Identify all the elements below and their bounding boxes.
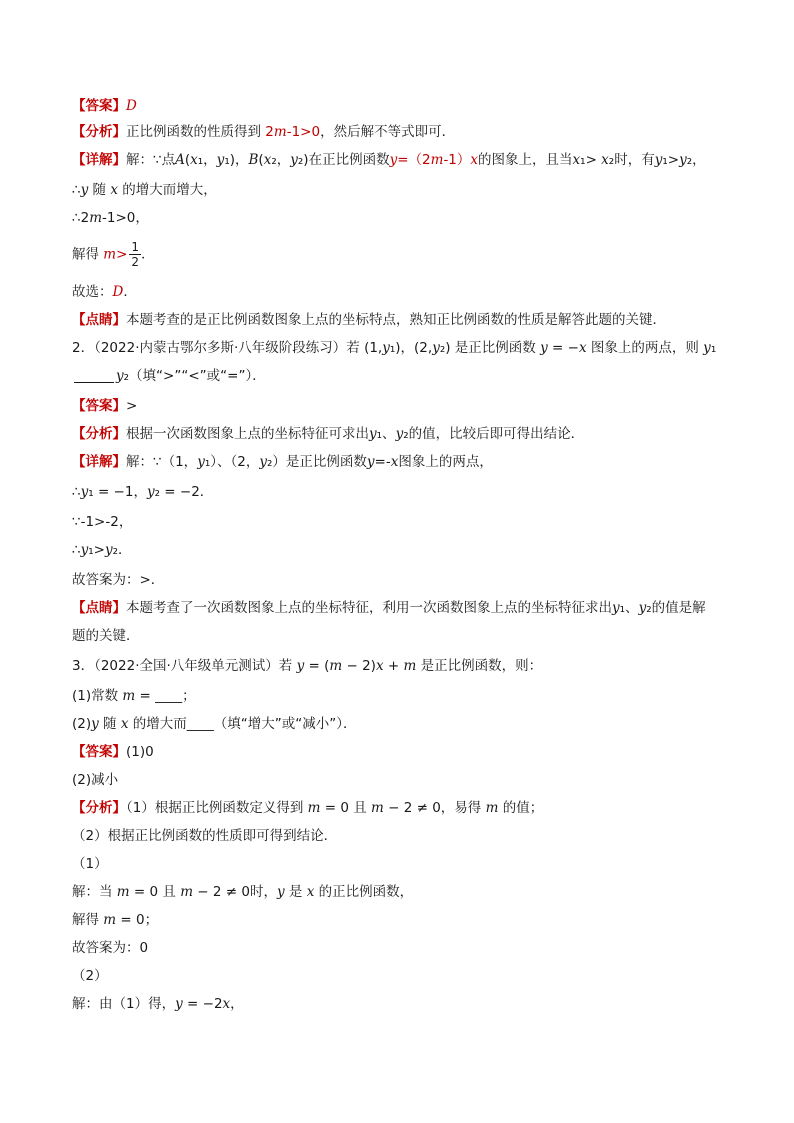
text-line: ∵-1>-2， — [72, 514, 133, 530]
answer-line-3b: (2)减小 — [72, 772, 119, 788]
detail-text: 解：∵点A(x₁，y₁)，B(x₂，y₂)在正比例函数y=（2m-1）x的图象上，且当x₁> x₂时，有y₁>y₂， — [126, 152, 706, 168]
answer-tag: 【答案】 — [72, 744, 126, 760]
question-2-line-1: 2．（2022·内蒙古鄂尔多斯·八年级阶段练习）若 (1,y₁)，(2,y₂) 是正比例函数 y = −x 图象上的两点，则 y₁ — [72, 340, 717, 356]
detail-tag: 【详解】 — [72, 152, 126, 168]
answer-blank — [74, 368, 114, 383]
text-line: ∴y 随 x 的增大而增大， — [72, 182, 217, 198]
analysis-text: 正比例函数的性质得到 2m-1>0，然后解不等式即可． — [126, 124, 456, 140]
comment-line-2b: 题的关键． — [72, 628, 140, 644]
detail-tag: 【详解】 — [72, 454, 126, 470]
text-line: ∴y₁ = −1，y₂ = −2． — [72, 484, 214, 500]
text-line: （1） — [72, 856, 108, 872]
text-line: 故答案为：0 — [72, 940, 149, 956]
text-line: ∴2m-1>0， — [72, 210, 149, 226]
answer-line-1 — [72, 96, 732, 116]
comment-tag: 【点睛】 — [72, 312, 126, 328]
answer-line-3a: 【答案】(1)0 — [72, 744, 154, 760]
analysis-tag: 【分析】 — [72, 124, 126, 140]
comment-line-2a: 【点睛】本题考查了一次函数图象上点的坐标特征，利用一次函数图象上点的坐标特征求出y₁、y₂的值是解 — [72, 600, 706, 616]
fraction — [129, 240, 141, 269]
text-line: 故答案为：>． — [72, 572, 165, 588]
answer-tag: 【答案】 — [72, 98, 126, 114]
solve-line: 解得 m> $\frac{1}{2}$ ． — [72, 240, 155, 269]
fraction-denominator: 2 — [131, 255, 140, 269]
analysis-line-3a: 【分析】（1）根据正比例函数定义得到 m = 0 且 m − 2 ≠ 0，易得 m 的值； — [72, 800, 544, 816]
answer-tag: 【答案】 — [72, 398, 126, 414]
question-2-line-2: y₂（填“>”“<”或“=”）． — [72, 366, 732, 386]
answer-value: D — [126, 98, 137, 114]
text-line: 解：由（1）得，y = −2x， — [72, 996, 244, 1012]
choice-line: 故选：D． — [72, 284, 137, 300]
question-3-part-2: (2)y 随 x 的增大而____（填“增大”或“减小”）． — [72, 716, 357, 732]
analysis-line-3b: （2）根据正比例函数的性质即可得到结论． — [72, 828, 338, 844]
analysis-line-1 — [72, 122, 732, 142]
comment-tag: 【点睛】 — [72, 600, 126, 616]
detail-line-2: 【详解】解：∵（1，y₁）、（2，y₂）是正比例函数y=-x图象上的两点， — [72, 454, 493, 470]
comment-line-1: 【点睛】本题考查的是正比例函数图象上点的坐标特点，熟知正比例函数的性质是解答此题的关键． — [72, 312, 666, 328]
answer-line-2: 【答案】> — [72, 398, 138, 414]
fraction-after: ． — [141, 246, 155, 263]
analysis-line-2: 【分析】根据一次函数图象上点的坐标特征可求出y₁、y₂的值，比较后即可得出结论． — [72, 426, 585, 442]
question-3-part-1: (1)常数 m = ____； — [72, 688, 196, 704]
text-line: （2） — [72, 968, 108, 984]
analysis-tag: 【分析】 — [72, 800, 126, 816]
text-line: 解得 m = 0； — [72, 912, 159, 928]
text-line: 解：当 m = 0 且 m − 2 ≠ 0时，y 是 x 的正比例函数， — [72, 884, 414, 900]
detail-line-1 — [72, 150, 732, 170]
fraction-numerator: 1 — [131, 240, 140, 254]
question-3-line-1: 3．（2022·全国·八年级单元测试）若 y = (m − 2)x + m 是正比例函数，则： — [72, 658, 543, 674]
analysis-tag: 【分析】 — [72, 426, 126, 442]
text-line: ∴y₁>y₂． — [72, 542, 132, 558]
